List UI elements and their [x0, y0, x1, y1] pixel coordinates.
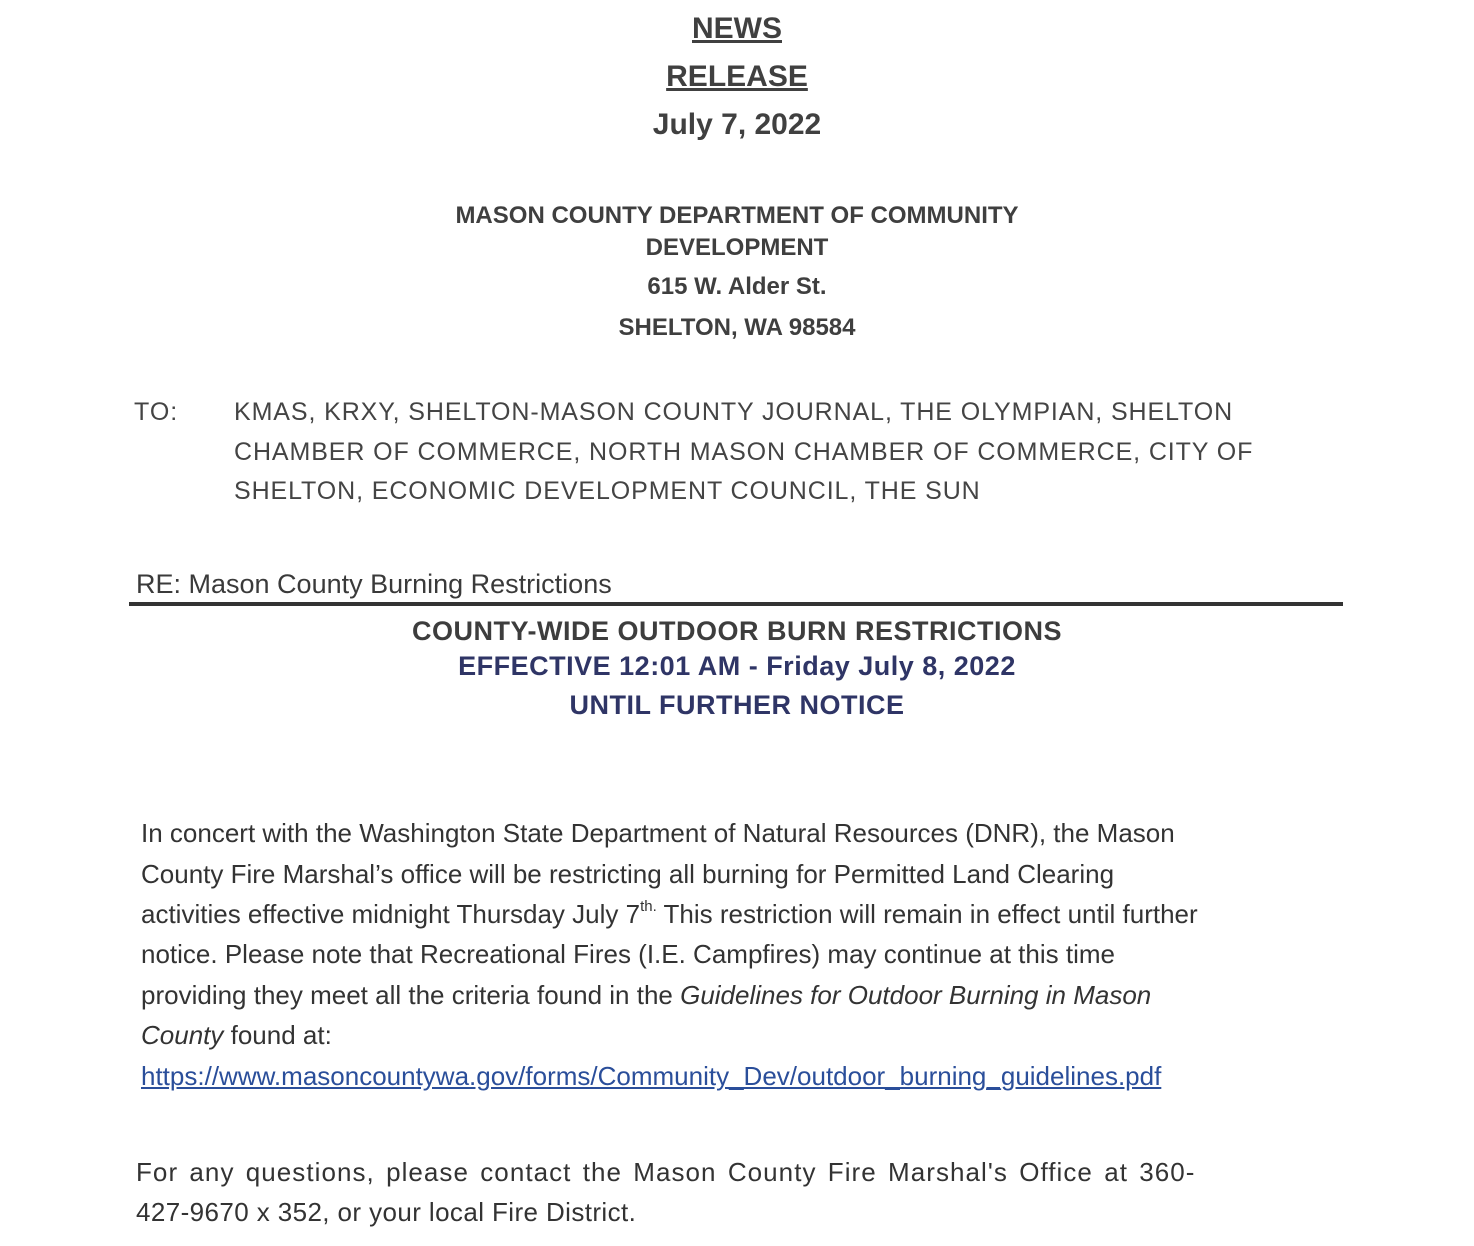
restriction-title: COUNTY-WIDE OUTDOOR BURN RESTRICTIONS: [412, 616, 1062, 646]
ordinal-superscript: th.: [640, 898, 657, 915]
guidelines-title: County: [141, 1020, 224, 1050]
org-name-line2: DEVELOPMENT: [645, 234, 829, 261]
news-label: NEWS: [692, 12, 782, 45]
body-line: In concert with the Washington State Department of Natural Resources (DNR), the Mason: [141, 818, 1175, 848]
recipient-line: SHELTON, ECONOMIC DEVELOPMENT COUNCIL, THE SUN: [234, 477, 981, 505]
body-line: notice. Please note that Recreational Fires (I.E. Campfires) may continue at this time: [141, 939, 1115, 969]
body-line: County Fire Marshal’s office will be restricting all burning for Permitted Land Clearing: [141, 859, 1115, 889]
guidelines-link[interactable]: https://www.masoncountywa.gov/forms/Community_Dev/outdoor_burning_guidelines.pdf: [141, 1061, 1162, 1091]
body-line: [141, 1061, 1161, 1092]
org-address: 615 W. Alder St.: [647, 273, 827, 300]
contact-line: For any questions, please contact the Mason County Fire Marshal's Office at 360-: [136, 1157, 1196, 1187]
to-label: TO:: [134, 398, 179, 426]
subject-divider: [129, 602, 1343, 606]
release-label: RELEASE: [666, 60, 808, 93]
restriction-until: UNTIL FURTHER NOTICE: [569, 690, 905, 720]
contact-line: 427-9670 x 352, or your local Fire District.: [136, 1197, 637, 1227]
news-heading: [0, 12, 1474, 46]
body-line: [141, 980, 1151, 1011]
recipient-line: CHAMBER OF COMMERCE, NORTH MASON CHAMBER OF COMMERCE, CITY OF: [234, 438, 1254, 466]
org-city: SHELTON, WA 98584: [618, 314, 856, 341]
release-date: July 7, 2022: [652, 108, 822, 141]
body-text: activities effective midnight Thursday July 7: [141, 899, 641, 929]
body-text: providing they meet all the criteria found in the: [141, 980, 681, 1010]
recipient-line: KMAS, KRXY, SHELTON-MASON COUNTY JOURNAL, THE OLYMPIAN, SHELTON: [234, 398, 1234, 426]
body-line: [141, 899, 1198, 930]
body-text: This restriction will remain in effect until further: [656, 899, 1198, 929]
org-name-line1: MASON COUNTY DEPARTMENT OF COMMUNITY: [455, 202, 1019, 229]
body-text: found at:: [223, 1020, 332, 1050]
release-heading: [0, 60, 1474, 94]
restriction-effective: EFFECTIVE 12:01 AM - Friday July 8, 2022: [458, 651, 1016, 681]
subject-line: RE: Mason County Burning Restrictions: [136, 569, 612, 599]
body-line: [141, 1020, 332, 1051]
guidelines-title: Guidelines for Outdoor Burning in Mason: [680, 980, 1152, 1010]
